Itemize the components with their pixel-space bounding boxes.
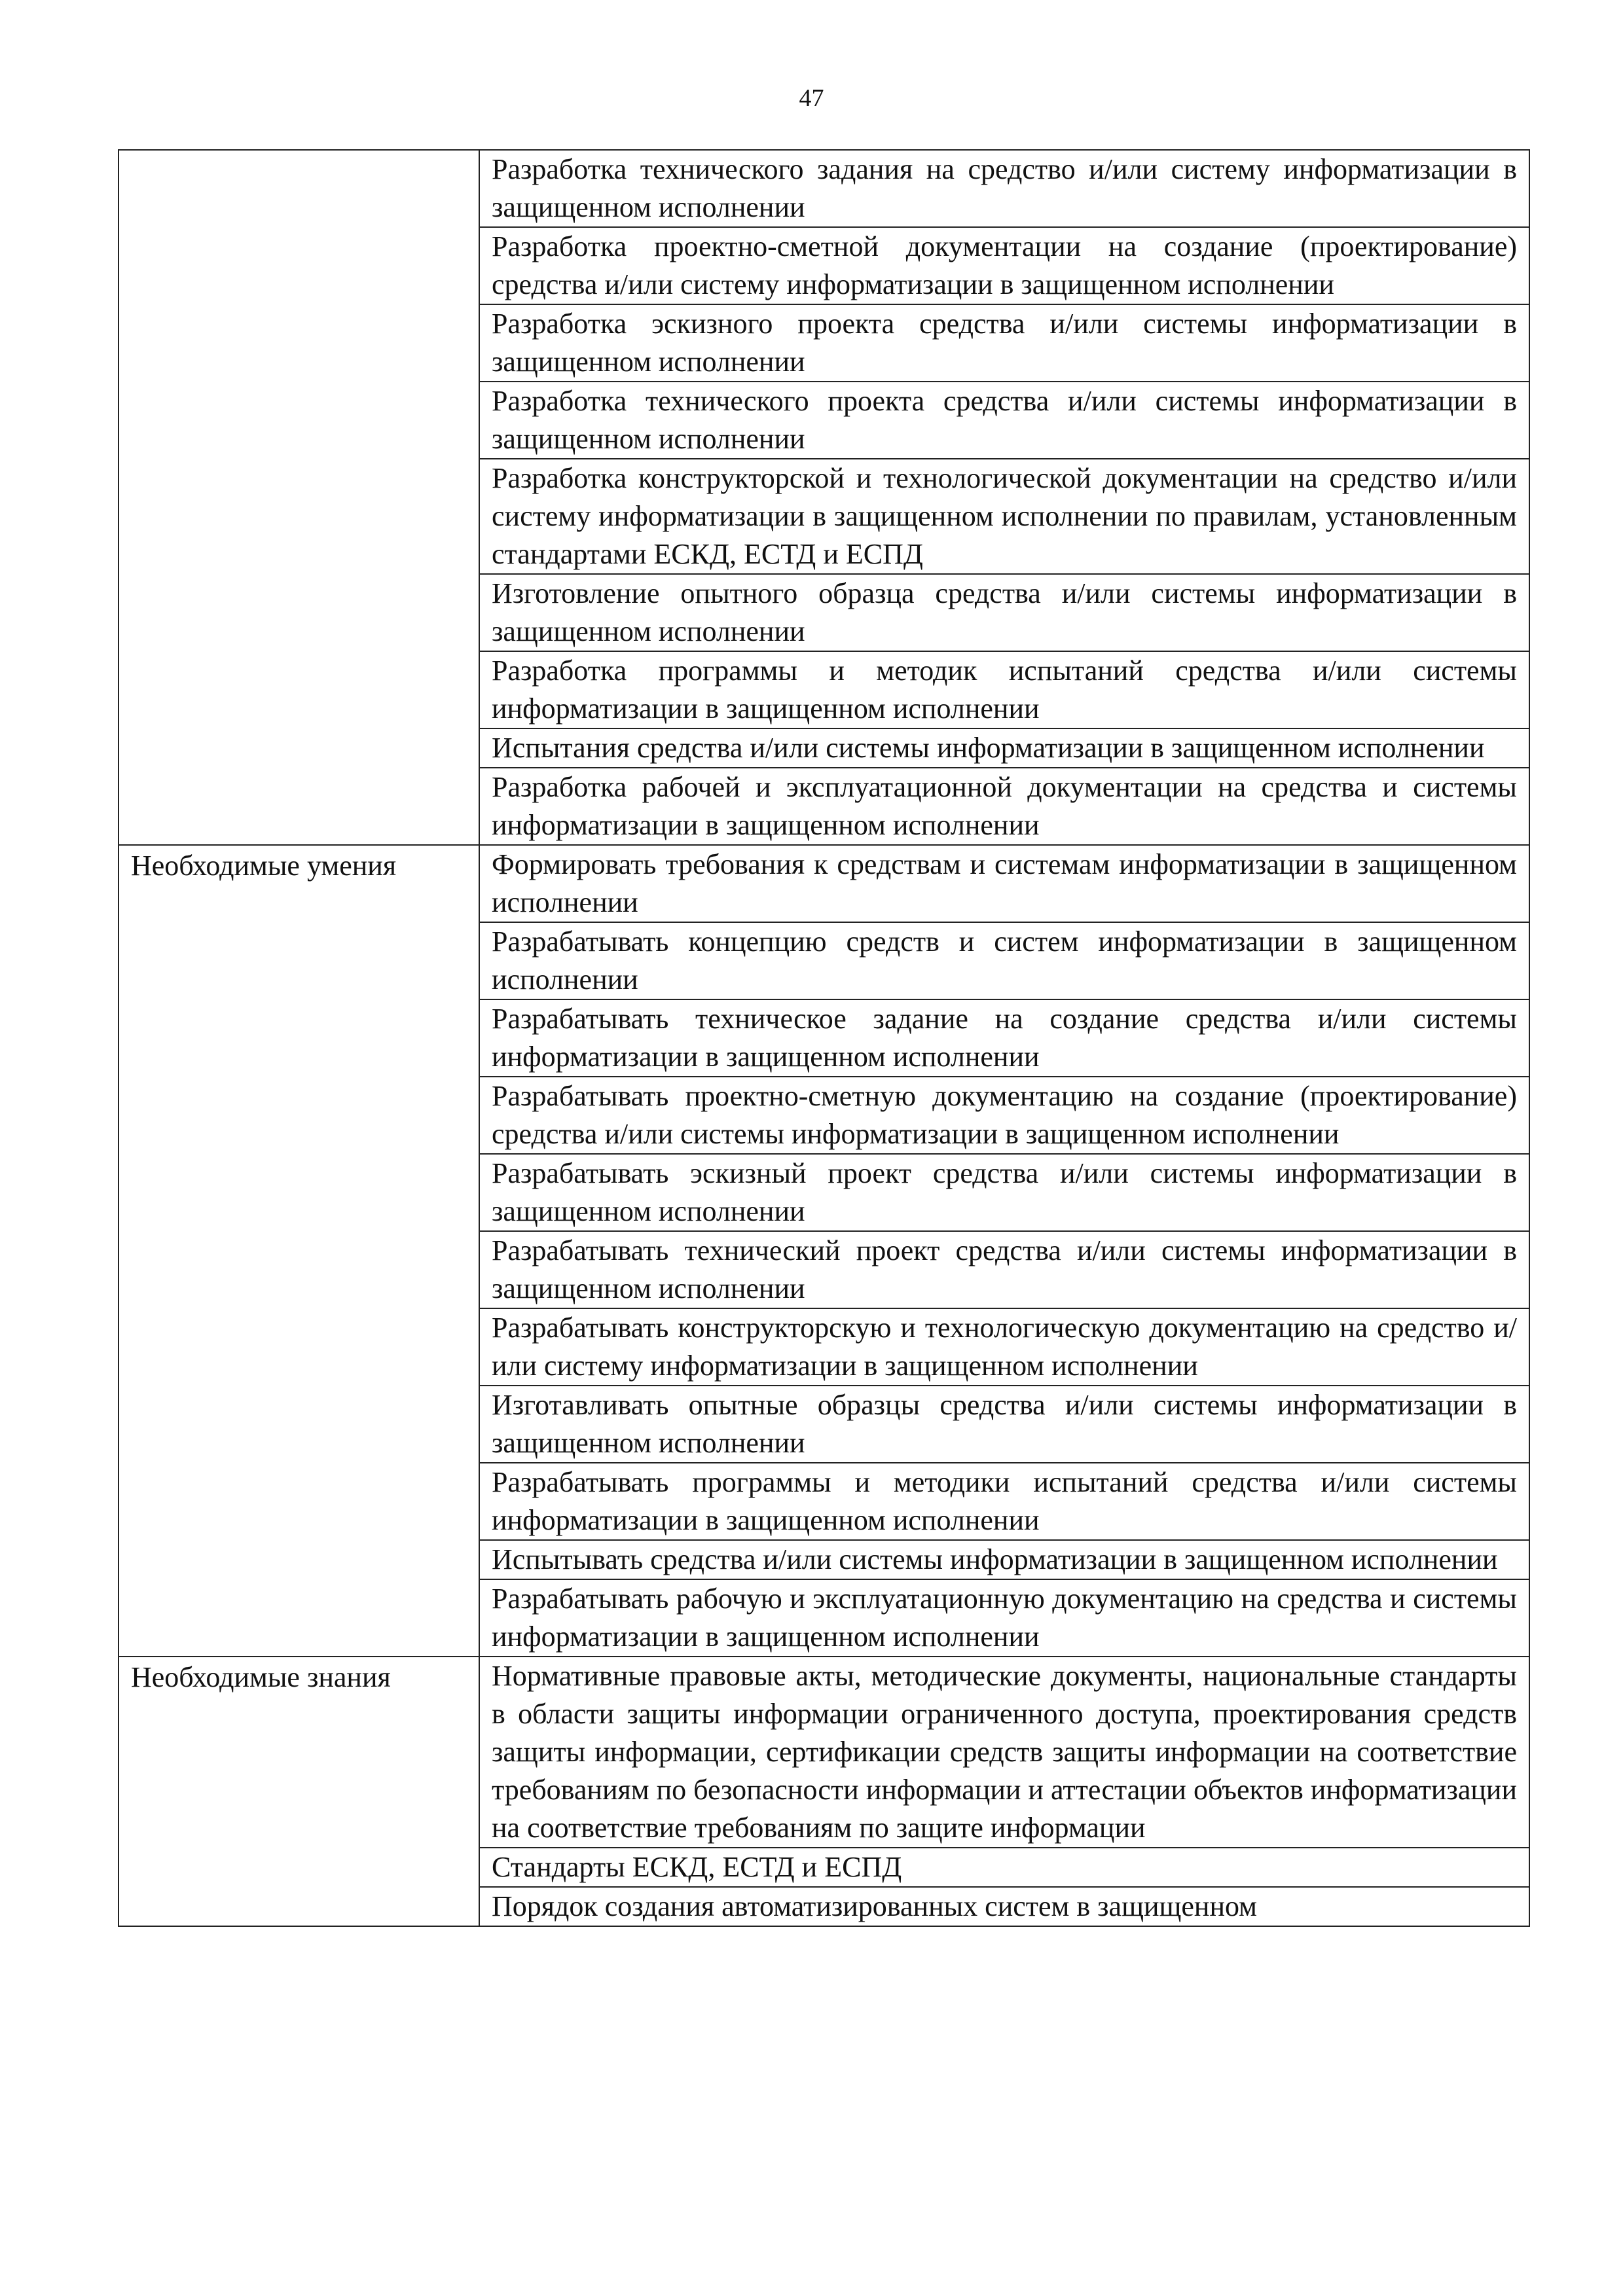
list-item: Разработка конструкторской и технологической документации на средство и/или систему информатизации в защищенном исполнении по правилам, установленным стандартами ЕСКД, ЕСТД и ЕСПД xyxy=(479,459,1529,574)
list-item: Нормативные правовые акты, методические документы, национальные стандарты в области защиты информации ограниченного доступа, проектирования средств защиты информации, сертификации средств защиты информации на соответствие требованиям по безопасности информации и аттестации объектов информатизации на соответствие требованиям по защите информации xyxy=(479,1657,1529,1848)
list-item: Разрабатывать концепцию средств и систем информатизации в защищенном исполнении xyxy=(479,922,1529,999)
list-item: Порядок создания автоматизированных систем в защищенном xyxy=(479,1887,1529,1926)
list-item: Разработка технического проекта средства и/или системы информатизации в защищенном исполнении xyxy=(479,382,1529,459)
list-item: Разрабатывать эскизный проект средства и/или системы информатизации в защищенном исполнении xyxy=(479,1154,1529,1231)
list-item: Испытывать средства и/или системы информатизации в защищенном исполнении xyxy=(479,1540,1529,1579)
list-item: Разрабатывать рабочую и эксплуатационную документацию на средства и системы информатизации в защищенном исполнении xyxy=(479,1579,1529,1657)
table-row xyxy=(119,845,1529,922)
section-label-work-actions xyxy=(119,150,479,845)
list-item: Разрабатывать программы и методики испытаний средства и/или системы информатизации в защищенном исполнении xyxy=(479,1463,1529,1540)
list-item: Изготавливать опытные образцы средства и/или системы информатизации в защищенном исполнении xyxy=(479,1386,1529,1463)
section-label-required-knowledge: Необходимые знания xyxy=(119,1657,479,1926)
list-item: Разрабатывать технический проект средства и/или системы информатизации в защищенном исполнении xyxy=(479,1231,1529,1308)
section-label-required-skills: Необходимые умения xyxy=(119,845,479,1657)
list-item: Разработка программы и методик испытаний средства и/или системы информатизации в защищенном исполнении xyxy=(479,651,1529,728)
list-item: Разработка проектно-сметной документации на создание (проектирование) средства и/или систему информатизации в защищенном исполнении xyxy=(479,227,1529,304)
list-item: Испытания средства и/или системы информатизации в защищенном исполнении xyxy=(479,728,1529,768)
list-item: Разработка эскизного проекта средства и/или системы информатизации в защищенном исполнении xyxy=(479,304,1529,382)
list-item: Разработка рабочей и эксплуатационной документации на средства и системы информатизации в защищенном исполнении xyxy=(479,768,1529,845)
list-item: Разрабатывать конструкторскую и технологическую документацию на средство и/или систему информатизации в защищенном исполнении xyxy=(479,1308,1529,1386)
list-item: Изготовление опытного образца средства и/или системы информатизации в защищенном исполнении xyxy=(479,574,1529,651)
list-item: Разрабатывать техническое задание на создание средства и/или системы информатизации в защищенном исполнении xyxy=(479,999,1529,1077)
list-item: Стандарты ЕСКД, ЕСТД и ЕСПД xyxy=(479,1848,1529,1887)
competency-table xyxy=(118,149,1530,1927)
list-item: Разработка технического задания на средство и/или систему информатизации в защищенном исполнении xyxy=(479,150,1529,227)
list-item: Разрабатывать проектно-сметную документацию на создание (проектирование) средства и/или системы информатизации в защищенном исполнении xyxy=(479,1077,1529,1154)
table-row xyxy=(119,1657,1529,1848)
page-number: 47 xyxy=(799,84,824,112)
table-row xyxy=(119,150,1529,227)
list-item: Формировать требования к средствам и системам информатизации в защищенном исполнении xyxy=(479,845,1529,922)
